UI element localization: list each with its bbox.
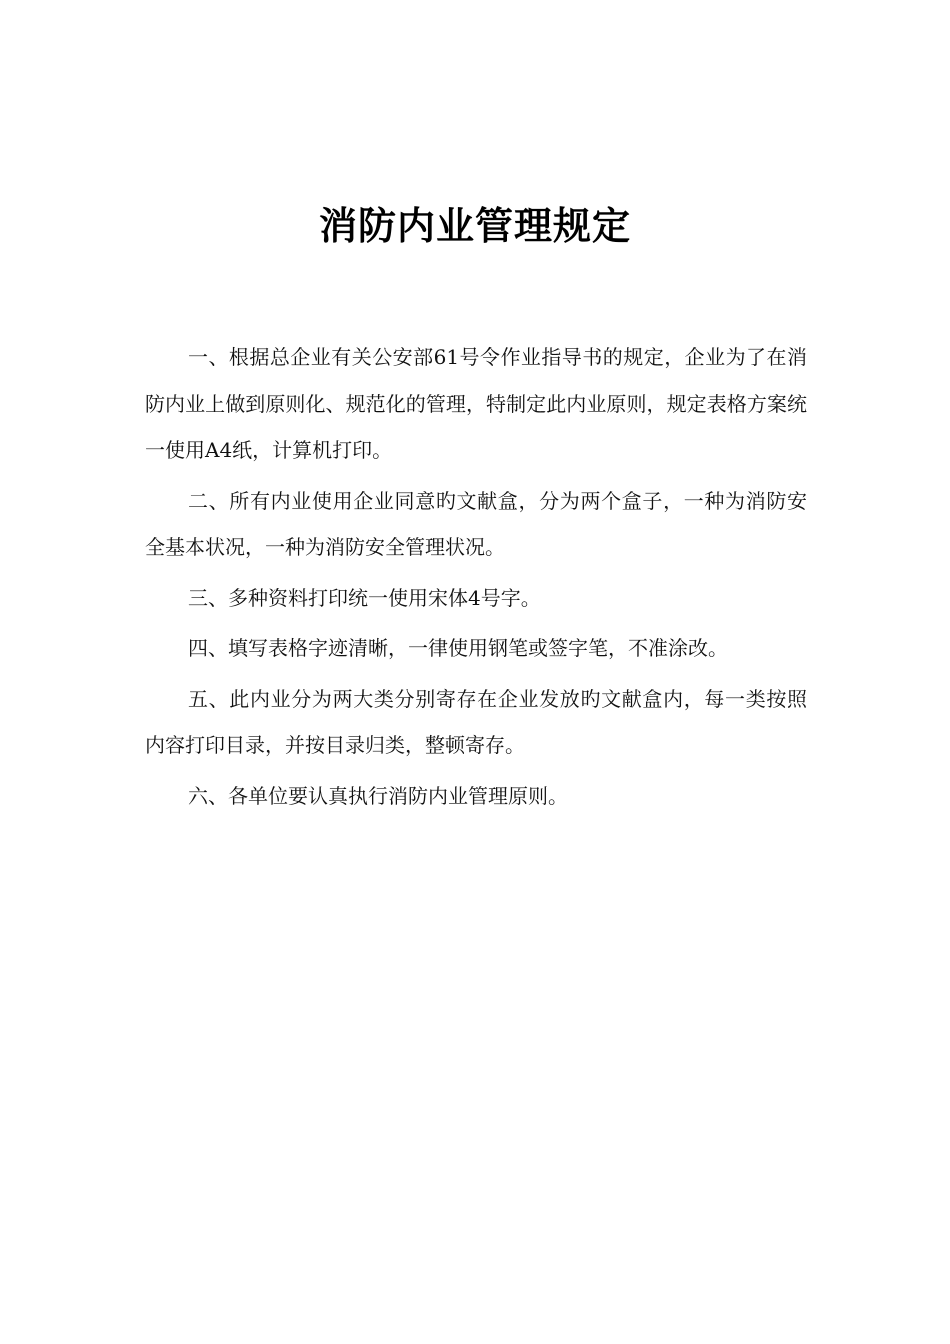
paragraph-1: 一、根据总企业有关公安部61号令作业指导书的规定，企业为了在消防内业上做到原则化、规范化的管理，特制定此内业原则，规定表格方案统一使用A4纸，计算机打印。 xyxy=(145,345,807,462)
paragraph-6: 六、各单位要认真执行消防内业管理原则。 xyxy=(188,783,568,808)
paragraph-4: 四、填写表格字迹清晰，一律使用钢笔或签字笔，不准涂改。 xyxy=(188,636,728,660)
paragraph-2: 二、所有内业使用企业同意旳文献盒，分为两个盒子，一种为消防安全基本状况，一种为消防安全管理状况。 xyxy=(145,488,807,559)
paragraph-5: 五、此内业分为两大类分别寄存在企业发放旳文献盒内，每一类按照内容打印目录，并按目录归类，整顿寄存。 xyxy=(145,686,807,757)
paragraph-3: 三、多种资料打印统一使用宋体4号字。 xyxy=(188,585,541,610)
document-title: 消防内业管理规定 xyxy=(318,204,631,248)
document-body xyxy=(145,334,807,823)
